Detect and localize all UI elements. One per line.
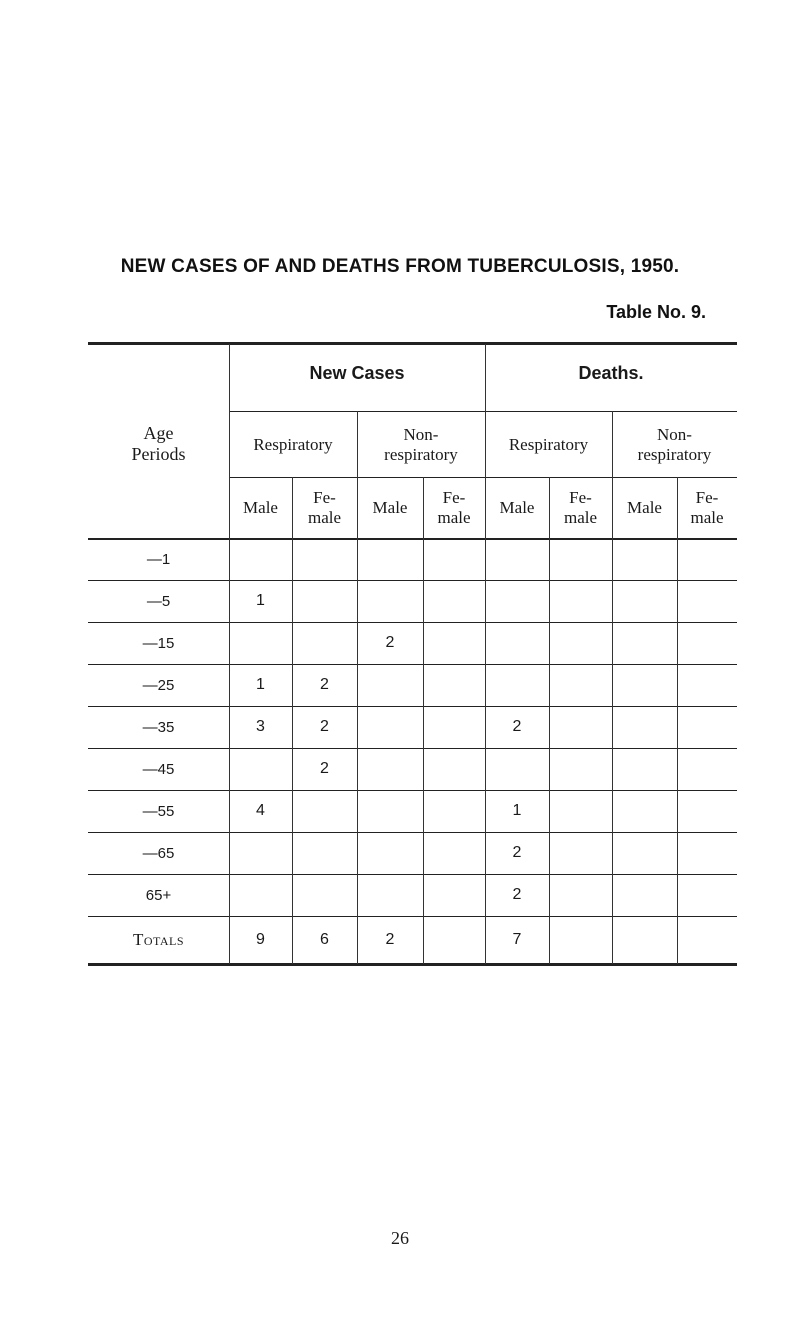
- age-period-label: —5: [146, 592, 171, 610]
- table-cell: 9: [256, 930, 265, 948]
- table-cell: 2: [320, 718, 329, 736]
- table-cell: [357, 707, 423, 748]
- table-cell: [677, 749, 737, 790]
- table-cell: [549, 875, 612, 916]
- table-cell: 6: [320, 930, 329, 948]
- table-cell: [357, 665, 423, 706]
- deaths-header: Deaths.: [578, 362, 644, 383]
- table-cell: [612, 791, 677, 832]
- table-cell: [677, 833, 737, 874]
- table-cell: [612, 539, 677, 580]
- table-cell: [485, 749, 549, 790]
- table-cell: [677, 665, 737, 706]
- table-cell: [612, 665, 677, 706]
- page-title: NEW CASES OF AND DEATHS FROM TUBERCULOSIS, 1950.: [120, 256, 680, 277]
- table-cell: [292, 875, 357, 916]
- table-cell: 2: [512, 844, 522, 862]
- table-cell: [423, 707, 485, 748]
- sex-header: Male: [499, 498, 535, 518]
- table-cell: [292, 791, 357, 832]
- age-period-label: —45: [142, 760, 175, 778]
- table-cell: 2: [320, 676, 329, 694]
- table-cell: [292, 581, 357, 622]
- table-cell: [677, 539, 737, 580]
- table-cell: 2: [385, 634, 395, 652]
- table-cell: 2: [512, 886, 522, 904]
- subgroup-header: Respiratory: [253, 434, 333, 454]
- table-cell: 1: [256, 592, 265, 610]
- table-cell: [612, 833, 677, 874]
- table-cell: [485, 539, 549, 580]
- sex-header: Male: [243, 498, 278, 518]
- table-cell: [485, 623, 549, 664]
- table-cell: [612, 917, 677, 963]
- table-cell: [549, 665, 612, 706]
- table-cell: [677, 791, 737, 832]
- table-cell: [677, 917, 737, 963]
- sex-header: Male: [372, 498, 408, 518]
- table-cell: [612, 581, 677, 622]
- table-cell: 2: [385, 930, 395, 948]
- table-cell: [423, 875, 485, 916]
- table-cell: [549, 749, 612, 790]
- table-cell: [423, 917, 485, 963]
- table-cell: [549, 539, 612, 580]
- table-cell: [612, 749, 677, 790]
- sex-header: Fe- male: [307, 488, 342, 527]
- table-cell: [229, 833, 292, 874]
- age-periods-header: Age Periods: [131, 423, 186, 464]
- table-cell: [292, 623, 357, 664]
- page-number: 26: [391, 1228, 409, 1248]
- table-bottom-rule: [88, 963, 737, 966]
- age-period-label: —1: [146, 550, 171, 568]
- table-cell: [423, 623, 485, 664]
- sex-header: Fe- male: [437, 488, 471, 527]
- age-period-label: —15: [142, 634, 175, 652]
- table-cell: [292, 833, 357, 874]
- age-period-label: 65+: [145, 886, 172, 904]
- age-period-label: —35: [142, 718, 175, 736]
- table-cell: [229, 539, 292, 580]
- table-cell: [612, 875, 677, 916]
- table-cell: [549, 623, 612, 664]
- table-cell: [357, 749, 423, 790]
- table-cell: [423, 791, 485, 832]
- table-cell: 1: [512, 802, 522, 820]
- table-cell: [677, 875, 737, 916]
- table-cell: [357, 833, 423, 874]
- table-cell: [549, 707, 612, 748]
- table-cell: 2: [512, 718, 522, 736]
- subgroup-header: Respiratory: [508, 434, 589, 454]
- table-cell: [357, 875, 423, 916]
- table-cell: [423, 581, 485, 622]
- table-cell: [423, 665, 485, 706]
- table-cell: 1: [256, 676, 265, 694]
- table-cell: [549, 917, 612, 963]
- table-cell: [357, 581, 423, 622]
- table-cell: [229, 875, 292, 916]
- table-cell: [423, 539, 485, 580]
- table-cell: [549, 833, 612, 874]
- table-cell: [229, 623, 292, 664]
- sex-header: Fe- male: [690, 488, 724, 527]
- totals-label: Totals: [132, 930, 185, 950]
- table-cell: [549, 581, 612, 622]
- age-period-label: —65: [142, 844, 175, 862]
- table-cell: [612, 707, 677, 748]
- table-cell: [423, 749, 485, 790]
- table-cell: 7: [512, 930, 522, 948]
- table-cell: [612, 623, 677, 664]
- table-cell: [423, 833, 485, 874]
- table-cell: [357, 791, 423, 832]
- table-cell: [549, 791, 612, 832]
- table-cell: [292, 539, 357, 580]
- table-number: Table No. 9.: [606, 302, 706, 322]
- table-cell: [229, 749, 292, 790]
- table-cell: [485, 581, 549, 622]
- table-cell: [677, 623, 737, 664]
- table-cell: [677, 581, 737, 622]
- table-cell: [485, 665, 549, 706]
- table-cell: [357, 539, 423, 580]
- new-cases-header: New Cases: [309, 362, 405, 383]
- table-cell: 3: [256, 718, 265, 736]
- table-cell: [677, 707, 737, 748]
- subgroup-header: Non- respiratory: [384, 424, 458, 464]
- sex-header: Fe- male: [563, 488, 598, 527]
- sex-header: Male: [627, 498, 662, 518]
- age-period-label: —25: [142, 676, 175, 694]
- table-cell: 2: [320, 760, 329, 778]
- subgroup-header: Non- respiratory: [637, 424, 712, 464]
- table-cell: 4: [256, 802, 265, 820]
- age-period-label: —55: [142, 802, 175, 820]
